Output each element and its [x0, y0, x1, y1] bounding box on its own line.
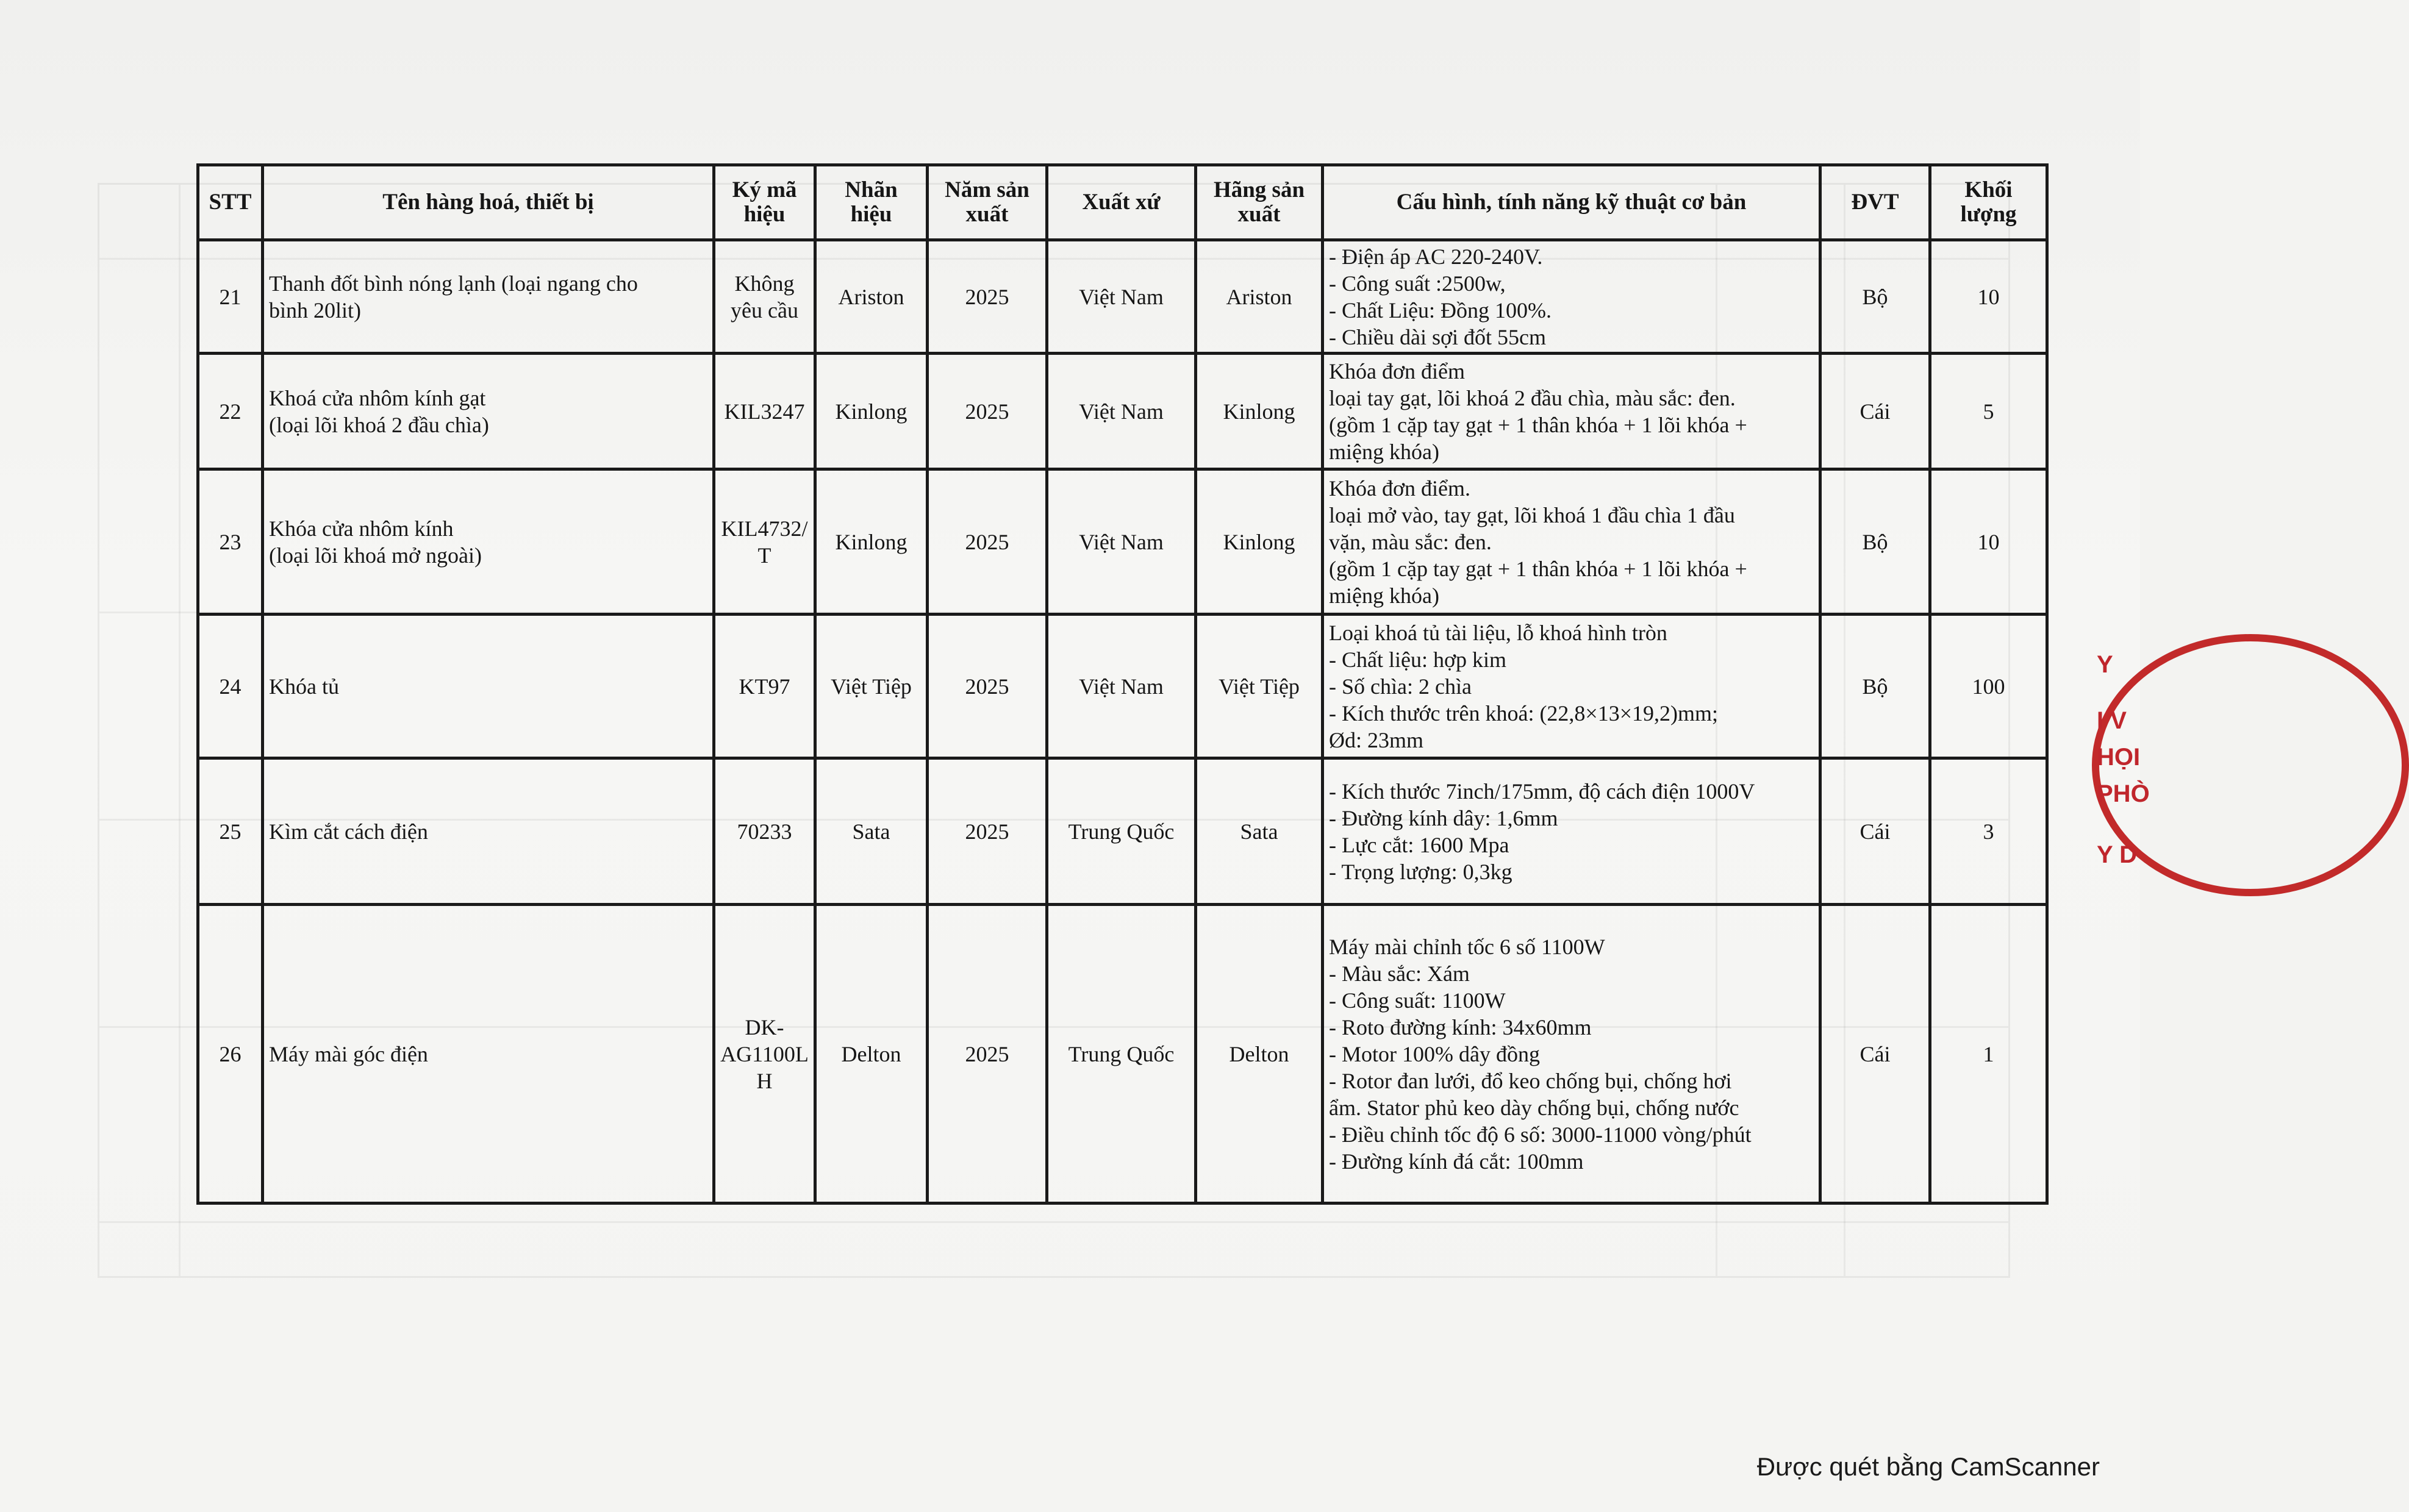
- cell-brand: Ariston: [815, 240, 928, 354]
- cell-code-line: DK-: [745, 1015, 784, 1040]
- cell-qty: 100: [1930, 615, 2047, 758]
- cell-code-line: KIL4732/: [721, 516, 808, 541]
- cell-maker: Việt Tiệp: [1196, 615, 1323, 758]
- cell-unit: Bộ: [1820, 240, 1930, 354]
- cell-name-line: Thanh đốt bình nóng lạnh (loại ngang cho: [269, 271, 638, 296]
- cell-stt: 23: [198, 469, 263, 615]
- cell-unit: Bộ: [1820, 469, 1930, 615]
- cell-origin: Trung Quốc: [1047, 905, 1196, 1204]
- cell-spec-line: ẩm. Stator phủ keo dày chống bụi, chống nước: [1329, 1095, 1739, 1120]
- table-row: [198, 758, 2047, 905]
- cell-qty: 1: [1930, 905, 2047, 1204]
- cell-name-line: Kìm cắt cách điện: [269, 819, 428, 844]
- header-code: Ký mã hiệu: [714, 165, 815, 240]
- cell-maker: Kinlong: [1196, 469, 1323, 615]
- cell-unit: Cái: [1820, 354, 1930, 469]
- cell-name-line: (loại lõi khoá 2 đầu chìa): [269, 412, 489, 437]
- header-unit: ĐVT: [1820, 165, 1930, 240]
- cell-maker: Ariston: [1196, 240, 1323, 354]
- cell-spec-line: loại mở vào, tay gạt, lõi khoá 1 đầu chìa 1 đầu: [1329, 502, 1735, 527]
- cell-code-line: 70233: [737, 819, 792, 844]
- cell-name: [263, 758, 714, 905]
- header-spec: Cấu hình, tính năng kỹ thuật cơ bản: [1323, 165, 1820, 240]
- cell-spec-line: - Roto đường kính: 34x60mm: [1329, 1015, 1592, 1040]
- cell-code: [714, 615, 815, 758]
- cell-stt: 24: [198, 615, 263, 758]
- cell-unit: Cái: [1820, 758, 1930, 905]
- cell-spec-line: - Chất Liệu: Đồng 100%.: [1329, 298, 1552, 323]
- cell-spec-line: Loại khoá tủ tài liệu, lỗ khoá hình tròn: [1329, 620, 1667, 645]
- cell-unit: Cái: [1820, 905, 1930, 1204]
- cell-spec: [1323, 240, 1820, 354]
- table-row: [198, 905, 2047, 1204]
- cell-year: 2025: [928, 354, 1047, 469]
- cell-name: [263, 240, 714, 354]
- cell-spec-line: loại tay gạt, lõi khoá 2 đầu chìa, màu sắc: đen.: [1329, 385, 1736, 410]
- cell-brand: Delton: [815, 905, 928, 1204]
- cell-spec-line: Ød: 23mm: [1329, 727, 1424, 752]
- seal-text-1: Y: [2097, 651, 2113, 678]
- cell-spec-line: (gồm 1 cặp tay gạt + 1 thân khóa + 1 lõi khóa +: [1329, 412, 1747, 437]
- cell-stt: 21: [198, 240, 263, 354]
- cell-code-line: KT97: [739, 674, 790, 699]
- cell-brand: Kinlong: [815, 469, 928, 615]
- cell-spec-line: - Motor 100% dây đồng: [1329, 1041, 1540, 1066]
- table-row: [198, 615, 2047, 758]
- cell-spec-line: - Đường kính dây: 1,6mm: [1329, 805, 1558, 830]
- header-brand: Nhãn hiệu: [815, 165, 928, 240]
- cell-code-line: AG1100L: [720, 1041, 809, 1066]
- cell-stt: 22: [198, 354, 263, 469]
- cell-spec-line: - Màu sắc: Xám: [1329, 961, 1470, 986]
- cell-brand: Việt Tiệp: [815, 615, 928, 758]
- cell-year: 2025: [928, 905, 1047, 1204]
- cell-spec-line: miệng khóa): [1329, 439, 1439, 464]
- cell-spec-line: vặn, màu sắc: đen.: [1329, 529, 1492, 554]
- cell-code: [714, 469, 815, 615]
- cell-stt: 25: [198, 758, 263, 905]
- cell-name: [263, 905, 714, 1204]
- cell-spec-line: - Công suất: 1100W: [1329, 988, 1506, 1013]
- cell-spec-line: - Kích thước trên khoá: (22,8×13×19,2)mm;: [1329, 701, 1719, 726]
- cell-name: [263, 469, 714, 615]
- cell-spec: [1323, 905, 1820, 1204]
- cell-spec-line: - Rotor đan lưới, đổ keo chống bụi, chống hơi: [1329, 1068, 1732, 1093]
- table-header-row: [198, 165, 2047, 240]
- cell-name: [263, 615, 714, 758]
- cell-spec-line: - Lực cắt: 1600 Mpa: [1329, 832, 1509, 857]
- cell-code-line: yêu cầu: [731, 298, 798, 323]
- cell-year: 2025: [928, 240, 1047, 354]
- seal-text-4: PHÒ: [2097, 780, 2150, 807]
- cell-origin: Việt Nam: [1047, 469, 1196, 615]
- cell-origin: Việt Nam: [1047, 240, 1196, 354]
- cell-spec: [1323, 354, 1820, 469]
- cell-spec-line: - Đường kính đá cắt: 100mm: [1329, 1149, 1584, 1174]
- cell-maker: Kinlong: [1196, 354, 1323, 469]
- header-qty: Khối lượng: [1930, 165, 2047, 240]
- cell-name-line: Khóa tủ: [269, 674, 339, 699]
- cell-maker: Delton: [1196, 905, 1323, 1204]
- cell-code: [714, 905, 815, 1204]
- cell-code-line: KIL3247: [724, 399, 805, 424]
- cell-spec: [1323, 469, 1820, 615]
- seal-text-2: I V: [2097, 707, 2127, 734]
- cell-brand: Kinlong: [815, 354, 928, 469]
- cell-qty: 10: [1930, 469, 2047, 615]
- cell-code: [714, 758, 815, 905]
- cell-code: [714, 240, 815, 354]
- cell-name-line: Máy mài góc điện: [269, 1041, 428, 1066]
- cell-spec-line: Máy mài chỉnh tốc 6 số 1100W: [1329, 934, 1605, 959]
- cell-spec-line: - Kích thước 7inch/175mm, độ cách điện 1000V: [1329, 779, 1755, 804]
- cell-spec-line: - Chiều dài sợi đốt 55cm: [1329, 324, 1546, 349]
- cell-code-line: Không: [734, 271, 795, 296]
- cell-origin: Trung Quốc: [1047, 758, 1196, 905]
- cell-origin: Việt Nam: [1047, 615, 1196, 758]
- red-seal-stamp: [2092, 634, 2150, 896]
- header-name: Tên hàng hoá, thiết bị: [263, 165, 714, 240]
- cell-spec-line: Khóa đơn điểm: [1329, 358, 1465, 383]
- cell-maker: Sata: [1196, 758, 1323, 905]
- cell-spec: [1323, 615, 1820, 758]
- header-stt: STT: [198, 165, 263, 240]
- cell-spec-line: - Số chìa: 2 chìa: [1329, 674, 1472, 699]
- table-row: [198, 240, 2047, 354]
- cell-year: 2025: [928, 758, 1047, 905]
- cell-spec: [1323, 758, 1820, 905]
- cell-name-line: Khóa cửa nhôm kính: [269, 516, 454, 541]
- cell-unit: Bộ: [1820, 615, 1930, 758]
- cell-spec-line: - Chất liệu: hợp kim: [1329, 647, 1507, 672]
- cell-spec-line: miệng khóa): [1329, 583, 1439, 608]
- cell-brand: Sata: [815, 758, 928, 905]
- cell-year: 2025: [928, 615, 1047, 758]
- table-row: [198, 469, 2047, 615]
- camscanner-watermark: Được quét bằng CamScanner: [1756, 1452, 2100, 1481]
- seal-text-5: Y D: [2097, 841, 2137, 868]
- cell-qty: 5: [1930, 354, 2047, 469]
- cell-year: 2025: [928, 469, 1047, 615]
- cell-spec-line: (gồm 1 cặp tay gạt + 1 thân khóa + 1 lõi khóa +: [1329, 556, 1747, 581]
- header-year: Năm sản xuất: [928, 165, 1047, 240]
- cell-name: [263, 354, 714, 469]
- cell-name-line: Khoá cửa nhôm kính gạt: [269, 385, 486, 410]
- cell-spec-line: - Điều chỉnh tốc độ 6 số: 3000-11000 vòng/phút: [1329, 1122, 1752, 1147]
- cell-stt: 26: [198, 905, 263, 1204]
- cell-name-line: (loại lõi khoá mở ngoài): [269, 543, 482, 568]
- cell-code-line: H: [756, 1068, 773, 1093]
- seal-text-3: HỌI: [2097, 744, 2141, 771]
- cell-qty: 3: [1930, 758, 2047, 905]
- cell-name-line: bình 20lit): [269, 298, 361, 323]
- cell-qty: 10: [1930, 240, 2047, 354]
- cell-origin: Việt Nam: [1047, 354, 1196, 469]
- cell-spec-line: - Trọng lượng: 0,3kg: [1329, 859, 1512, 884]
- cell-spec-line: Khóa đơn điểm.: [1329, 476, 1470, 501]
- equipment-table: [196, 163, 2049, 1205]
- cell-code: [714, 354, 815, 469]
- cell-code-line: T: [757, 543, 771, 568]
- cell-spec-line: - Công suất :2500w,: [1329, 271, 1506, 296]
- cell-spec-line: - Điện áp AC 220-240V.: [1329, 244, 1543, 269]
- header-maker: Hãng sản xuất: [1196, 165, 1323, 240]
- header-origin: Xuất xứ: [1047, 165, 1196, 240]
- table-row: [198, 354, 2047, 469]
